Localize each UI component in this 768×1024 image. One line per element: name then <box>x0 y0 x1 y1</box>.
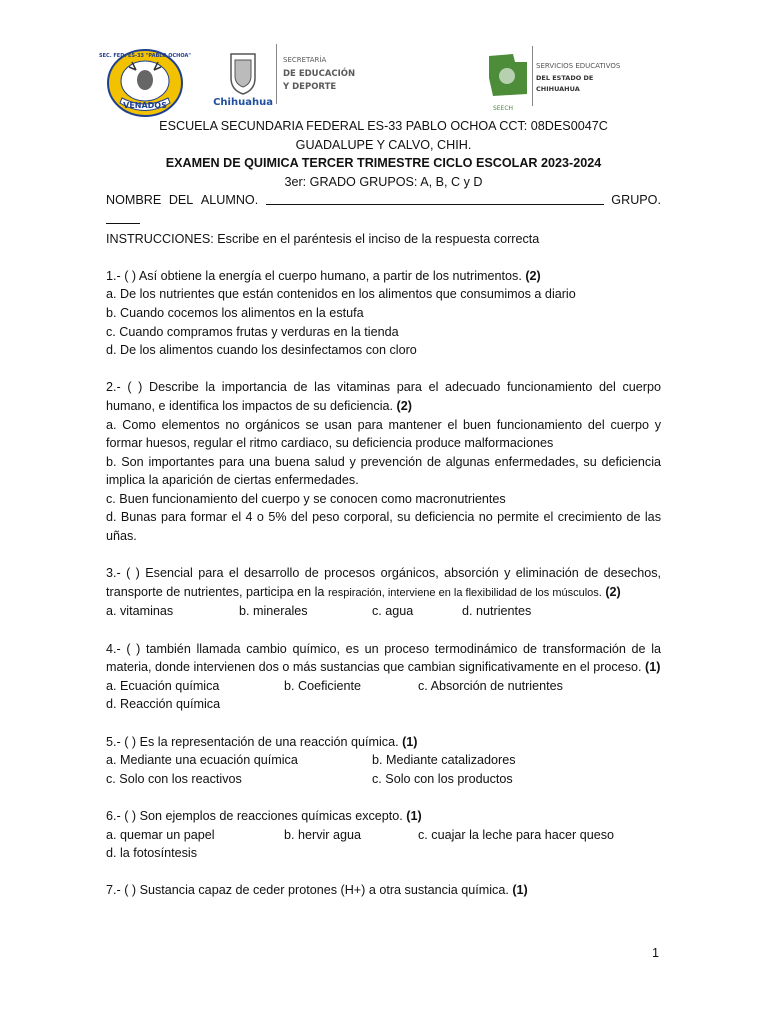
servicios-line2: DEL ESTADO DE <box>536 74 594 82</box>
q2-stem: 2.- ( ) Describe la importancia de las vitaminas para el adecuado funcionamiento del cuerpo humano, e identifica los impactos de su deficiencia. <box>106 380 661 413</box>
exam-content <box>106 117 661 900</box>
seech-label: SEECH <box>492 105 514 112</box>
school-seal-logo <box>99 48 191 118</box>
secretaria-text-logo <box>283 54 363 94</box>
q6-points: (1) <box>406 808 422 823</box>
q1-stem: 1.- ( ) Así obtiene la energía el cuerpo humano, a partir de los nutrimentos. <box>106 268 522 283</box>
secretaria-line2: DE EDUCACIÓN <box>283 69 356 79</box>
q1-option-a: a. De los nutrientes que están contenidos en los alimentos que consumimos a diario <box>106 287 576 302</box>
q2-option-b: b. Son importantes para una buena salud y prevención de algunas enfermedades, su deficiencia implica la aparición de ciertas enfermedades. <box>106 454 661 488</box>
question-7 <box>106 881 661 900</box>
q5-stem: 5.- ( ) Es la representación de una reacción química. <box>106 734 399 749</box>
q3-options-row <box>106 602 661 621</box>
name-word-1: NOMBRE <box>106 193 162 208</box>
secretaria-line3: Y DEPORTE <box>283 82 337 92</box>
q3-option-d: d. nutrientes <box>462 604 532 619</box>
q5-options-row-1 <box>106 751 661 770</box>
q5-options-row-2 <box>106 770 661 789</box>
q2-option-a: a. Como elementos no orgánicos se usan para mantener el buen funcionamiento del cuerpo y formar huesos, regular el ritmo cardiaco, su deficiencia produce malformaciones <box>106 417 661 451</box>
servicios-text-logo <box>536 60 626 100</box>
q3-option-a: a. vitaminas <box>106 604 174 619</box>
q4-option-b: b. Coeficiente <box>284 678 362 693</box>
question-1 <box>106 267 661 286</box>
q4-option-c: c. Absorción de nutrientes <box>418 678 563 693</box>
header-exam-title: EXAMEN DE QUIMICA TERCER TRIMESTRE CICLO ESCOLAR 2023-2024 <box>165 156 602 171</box>
q3-option-c: c. agua <box>372 604 414 619</box>
q5-option-b: b. Mediante catalizadores <box>372 753 516 768</box>
q4-options-row <box>106 677 661 696</box>
student-name-field[interactable] <box>106 191 661 210</box>
question-5 <box>106 733 661 752</box>
chihuahua-label: Chihuahua <box>213 97 273 108</box>
header-school: ESCUELA SECUNDARIA FEDERAL ES-33 PABLO OCHOA CCT: 08DES0047C <box>159 119 608 133</box>
q4-option-a: a. Ecuación química <box>106 678 220 693</box>
q6-options-row <box>106 826 661 845</box>
page-number: 1 <box>652 946 660 960</box>
q1-option-c: c. Cuando compramos frutas y verduras en la tienda <box>106 324 399 339</box>
name-word-3: ALUMNO. <box>200 193 259 208</box>
q6-option-d: d. la fotosíntesis <box>106 846 198 861</box>
grupo-blank-line[interactable] <box>106 210 661 230</box>
q6-option-b: b. hervir agua <box>284 827 362 842</box>
logos-row <box>0 44 768 119</box>
q5-option-c2: c. Solo con los productos <box>372 771 513 786</box>
q3-stem-small: respiración, interviene en la flexibilidad de los músculos. <box>327 586 602 599</box>
q4-points: (1) <box>645 660 661 675</box>
servicios-line1: SERVICIOS EDUCATIVOS <box>536 62 621 70</box>
header-groups: 3er: GRADO GRUPOS: A, B, C y D <box>284 174 483 189</box>
question-3 <box>106 564 661 602</box>
q6-option-a: a. quemar un papel <box>106 827 215 842</box>
q2-points: (2) <box>396 398 412 413</box>
q3-option-b: b. minerales <box>239 604 308 619</box>
grupo-label: GRUPO. <box>611 193 661 208</box>
q4-option-d: d. Reacción química <box>106 697 221 712</box>
q6-stem: 6.- ( ) Son ejemplos de reacciones químicas excepto. <box>106 808 403 823</box>
divider-line <box>276 44 277 104</box>
q4-stem: 4.- ( ) también llamada cambio químico, es un proceso termodinámico de transformación de la materia, donde intervienen dos o más sustancias que cambian significativamente en el proceso. <box>106 641 661 675</box>
q3-points: (2) <box>605 584 621 599</box>
q1-option-b: b. Cuando cocemos los alimentos en la estufa <box>106 305 364 320</box>
q2-option-d: d. Bunas para formar el 4 o 5% del peso corporal, su deficiencia no permite el crecimiento de las uñas. <box>106 510 661 544</box>
question-4 <box>106 640 661 677</box>
seal-bottom-text: VENADOS <box>123 101 167 110</box>
header-location: GUADALUPE Y CALVO, CHIH. <box>295 137 472 152</box>
q1-points: (2) <box>525 268 541 283</box>
servicios-line3: CHIHUAHUA <box>536 85 580 93</box>
secretaria-line1: SECRETARÍA <box>283 56 327 64</box>
q3-stem: 3.- ( ) Esencial para el desarrollo de procesos orgánicos, absorción y eliminación de desechos, transporte de nutrientes, participa en la <box>106 566 661 599</box>
q5-points: (1) <box>402 734 418 749</box>
q1-option-d: d. De los alimentos cuando los desinfectamos con cloro <box>106 343 417 358</box>
q5-option-a: a. Mediante una ecuación química <box>106 753 298 768</box>
question-6 <box>106 807 661 826</box>
instructions: INSTRUCCIONES: Escribe en el paréntesis el inciso de la respuesta correcta <box>106 231 540 246</box>
q2-option-c: c. Buen funcionamiento del cuerpo y se conocen como macronutrientes <box>106 491 506 506</box>
name-blank[interactable] <box>266 191 604 205</box>
chihuahua-shield-logo <box>213 52 273 112</box>
name-word-2: DEL <box>168 193 194 208</box>
question-2 <box>106 378 661 415</box>
q7-stem: 7.- ( ) Sustancia capaz de ceder protones (H+) a otra sustancia química. <box>106 883 509 898</box>
seech-map-logo <box>483 48 533 114</box>
q5-option-c: c. Solo con los reactivos <box>106 771 242 786</box>
seal-top-text: SEC. FED. ES-33 "PABLO OCHOA" <box>99 53 191 59</box>
q7-points: (1) <box>512 883 528 898</box>
divider-line-2 <box>532 46 533 106</box>
q6-option-c: c. cuajar la leche para hacer queso <box>418 827 615 842</box>
